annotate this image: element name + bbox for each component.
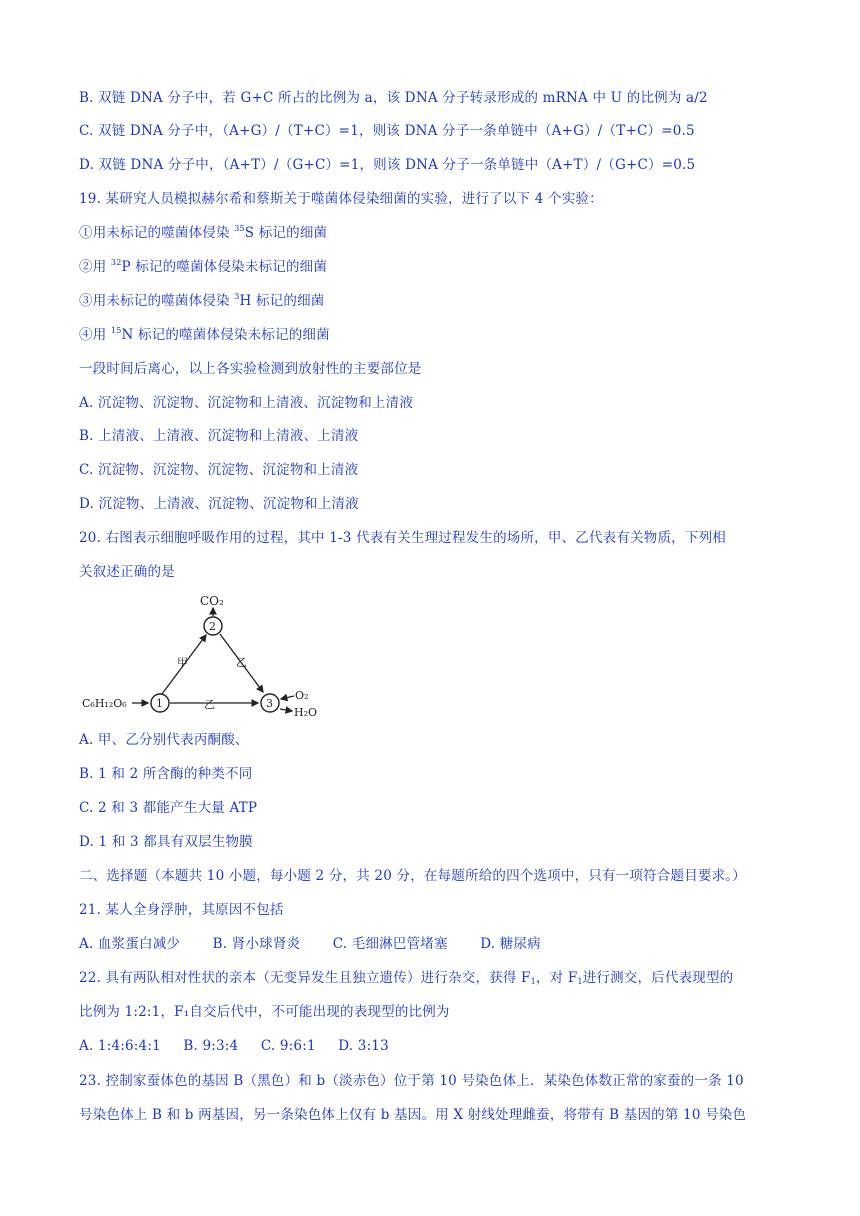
glucose-label: C₆H₁₂O₆ — [82, 697, 127, 710]
options-22 — [79, 1036, 820, 1056]
question-19: 19. 某研究人员模拟赫尔希和蔡斯关于噬菌体侵染细菌的实验，进行了以下 4 个实验： — [79, 191, 603, 207]
experiment-4: ④用 $^{15}$N 标记的噬菌体侵染未标记的细菌 — [79, 326, 330, 343]
option-22d: D. 3:13 — [338, 1038, 389, 1054]
option-21c: C. 毛细淋巴管堵塞 — [332, 936, 448, 952]
question-22-cont: 比例为 1:2:1，F₁自交后代中，不可能出现的表现型的比例为 — [79, 1004, 450, 1020]
o2-label: O₂ — [295, 689, 309, 702]
arrow-3-to-h2o — [280, 709, 292, 711]
option-22c: C. 9:6:1 — [260, 1038, 316, 1054]
option-20b: B. 1 和 2 所含酶的种类不同 — [79, 766, 253, 782]
experiment-2: ②用 $^{32}$P 标记的噬菌体侵染未标记的细菌 — [79, 258, 328, 275]
option-20c: C. 2 和 3 都能产生大量 ATP — [79, 800, 258, 816]
option-19a: A. 沉淀物、沉淀物、沉淀物和上清液、沉淀物和上清液 — [79, 395, 414, 411]
option-21a: A. 血浆蛋白减少 — [79, 936, 181, 952]
question-23: 23. 控制家蚕体色的基因 B（黑色）和 b（淡赤色）位于第 10 号染色体上．某染色体数正常的家蚕的一条 10 — [79, 1073, 744, 1089]
option-18c: C. 双链 DNA 分子中，（A+G）/（T+C）=1，则该 DNA 分子一条单链中（A+G）/（T+C）=0.5 — [79, 123, 695, 139]
site-1-label: 1 — [156, 697, 163, 710]
experiment-3: ③用未标记的噬菌体侵染 $^3$H 标记的细菌 — [79, 292, 325, 309]
question-20-cont: 关叙述正确的是 — [79, 564, 175, 580]
option-19b: B. 上清液、上清液、沉淀物和上清液、上清液 — [79, 428, 359, 444]
option-19c: C. 沉淀物、沉淀物、沉淀物、沉淀物和上清液 — [79, 462, 359, 478]
options-21 — [79, 934, 820, 954]
arrow-o2-to-3 — [281, 696, 294, 699]
option-20a: A. 甲、乙分别代表丙酮酸、 — [79, 732, 249, 748]
question-21: 21. 某人全身浮肿，其原因不包括 — [79, 902, 284, 918]
option-19d: D. 沉淀物、上清液、沉淀物、沉淀物和上清液 — [79, 496, 359, 512]
yi-upper-label: 乙 — [236, 656, 247, 669]
option-22a: A. 1:4:6:4:1 — [79, 1038, 161, 1054]
question-23-cont: 号染色体上 B 和 b 两基因，另一条染色体上仅有 b 基因。用 X 射线处理雌蚕，将带有 B 基因的第 10 号染色 — [79, 1107, 747, 1123]
question-22: 22. 具有两队相对性状的亲本（无变异发生且独立遗传）进行杂交，获得 $F_1$，对 $F_1$进行测交，后代表现型的 — [79, 970, 734, 986]
h2o-label: H₂O — [294, 706, 318, 719]
question-19-stem: 一段时间后离心，以上各实验检测到放射性的主要部位是 — [79, 361, 422, 377]
option-20d: D. 1 和 3 都具有双层生物膜 — [79, 834, 253, 850]
site-2-label: 2 — [209, 620, 216, 633]
experiment-1: ①用未标记的噬菌体侵染 $^{35}$S 标记的细菌 — [79, 224, 328, 241]
option-21d: D. 糖尿病 — [480, 936, 541, 952]
yi-lower-label: 乙 — [204, 698, 215, 711]
option-18d: D. 双链 DNA 分子中，（A+T）/（G+C）=1，则该 DNA 分子一条单链中（A+T）/（G+C）=0.5 — [79, 157, 696, 173]
section-2-heading: 二、选择题（本题共 10 小题，每小题 2 分，共 20 分，在每题所给的四个选项中，只有一项符合题目要求。） — [79, 868, 746, 884]
option-18b: B. 双链 DNA 分子中，若 G+C 所占的比例为 a，该 DNA 分子转录形成的 mRNA 中 U 的比例为 a/2 — [79, 90, 708, 106]
option-21b: B. 肾小球肾炎 — [212, 936, 301, 952]
site-3-label: 3 — [266, 697, 273, 710]
option-22b: B. 9:3:4 — [183, 1038, 239, 1054]
co2-label: CO₂ — [200, 594, 224, 608]
jia-label: 甲 — [177, 656, 188, 669]
question-20: 20. 右图表示细胞呼吸作用的过程，其中 1-3 代表有关生理过程发生的场所，甲、乙代表有关物质，下列相 — [79, 530, 726, 546]
respiration-diagram — [80, 588, 340, 720]
